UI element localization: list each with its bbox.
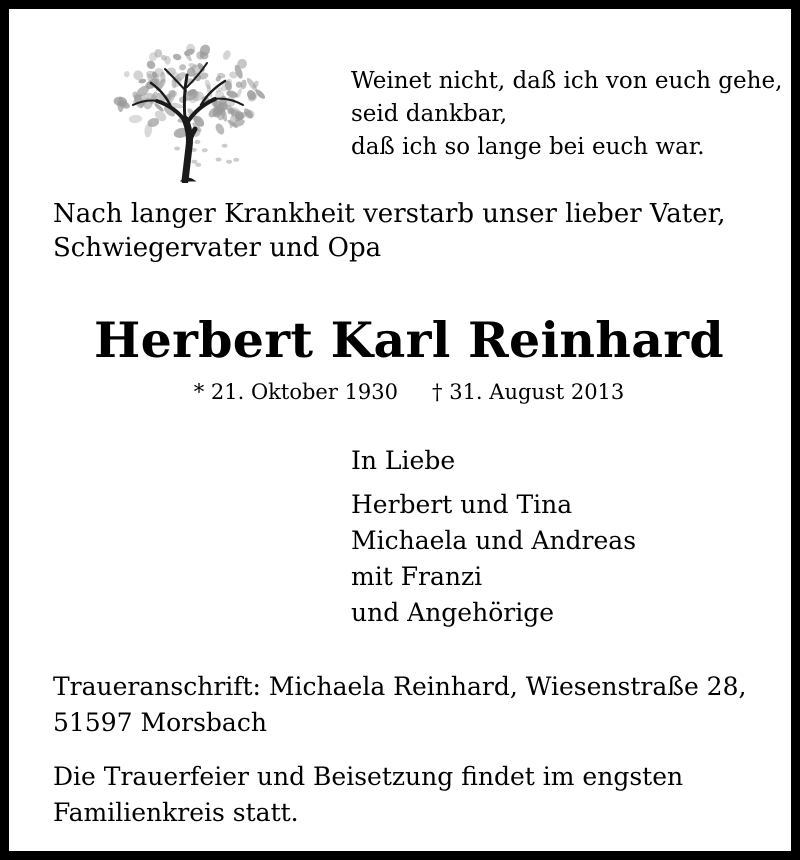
- falling-leaf-shape: [226, 160, 232, 164]
- intro-line: Nach langer Krankheit verstarb unser lieber Vater,: [53, 199, 726, 229]
- notice-line: Familienkreis statt.: [53, 798, 299, 827]
- mourners-list: [351, 443, 636, 631]
- leaf-shape: [240, 79, 248, 89]
- poem-line: seid dankbar,: [351, 101, 508, 127]
- life-dates: [9, 375, 800, 409]
- mourner-name: Herbert und Tina: [351, 490, 573, 519]
- leaf-shape: [123, 70, 131, 78]
- falling-leaf-shape: [216, 158, 222, 162]
- poem: [351, 65, 782, 164]
- intro-line: Schwiegervater und Opa: [53, 233, 382, 263]
- leaf-shape: [214, 122, 226, 136]
- leaf-shape: [179, 64, 187, 71]
- mourner-name: mit Franzi: [351, 562, 483, 591]
- falling-leaf-shape: [222, 144, 228, 148]
- falling-leaf-shape: [174, 147, 180, 151]
- intro-text: [53, 197, 725, 265]
- death-date: † 31. August 2013: [432, 380, 625, 404]
- falling-leaf-shape: [191, 160, 197, 164]
- address-line: Traueranschrift: Michaela Reinhard, Wiesenstraße 28,: [53, 672, 747, 701]
- funeral-notice: [53, 759, 683, 831]
- leaf-shape: [129, 114, 143, 123]
- deceased-name: Herbert Karl Reinhard: [94, 311, 724, 369]
- leaf-shape: [222, 49, 232, 61]
- poem-line: Weinet nicht, daß ich von euch gehe,: [351, 68, 783, 94]
- falling-leaf-shape: [202, 148, 208, 152]
- poem-line: daß ich so lange bei euch war.: [351, 134, 705, 160]
- mourner-name: Michaela und Andreas: [351, 526, 637, 555]
- falling-leaf-shape: [233, 158, 239, 162]
- tree-icon: [105, 35, 275, 183]
- birth-date: * 21. Oktober 1930: [193, 380, 399, 404]
- mourning-address: [53, 669, 746, 741]
- falling-leaf-shape: [195, 163, 201, 167]
- notice-line: Die Trauerfeier und Beisetzung findet im engsten: [53, 762, 684, 791]
- leaf-shape: [172, 53, 182, 61]
- mourner-name: und Angehörige: [351, 598, 555, 627]
- address-line: 51597 Morsbach: [53, 708, 267, 737]
- mourners-greeting: In Liebe: [351, 446, 456, 475]
- falling-leaf-shape: [194, 140, 200, 144]
- leaf-shape: [145, 59, 157, 71]
